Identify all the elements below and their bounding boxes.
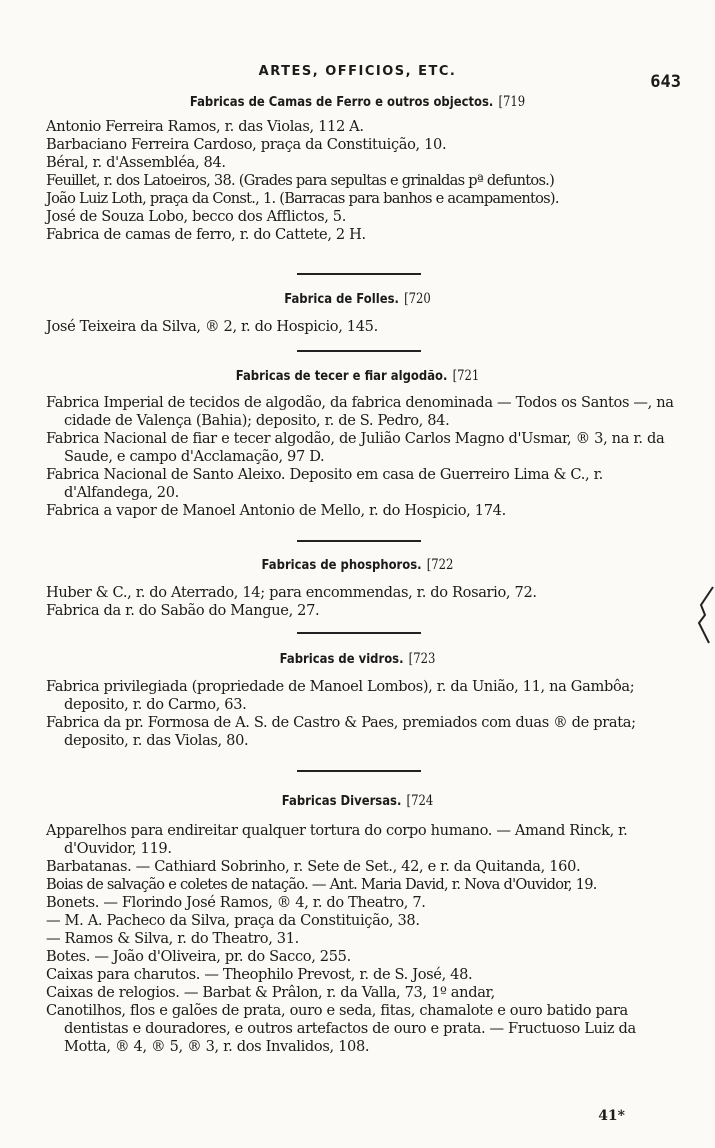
section-heading-720	[50, 291, 665, 307]
list-item: Caixas de relogios. — Barbat & Prâlon, r. da Valla, 73, 1º andar,	[46, 984, 495, 1001]
list-item: Botes. — João d'Oliveira, pr. do Sacco, 255.	[46, 948, 351, 965]
running-head: ARTES, OFFICIOS, ETC.	[258, 64, 457, 79]
section-title: Fabricas de tecer e fiar algodão.	[235, 368, 448, 384]
section-heading-719	[50, 94, 665, 110]
list-item: Fabrica Nacional de Santo Aleixo. Deposito em casa de Guerreiro Lima & C., r. d'Alfandega, 20.	[46, 466, 603, 501]
list-item: Feuillet, r. dos Latoeiros, 38. (Grades para sepultas e grinaldas pª defuntos.)	[46, 172, 555, 189]
list-item: Antonio Ferreira Ramos, r. das Violas, 112 A.	[46, 118, 364, 135]
list-item: José Teixeira da Silva, ® 2, r. do Hospicio, 145.	[46, 318, 378, 335]
list-item: Béral, r. d'Assembléa, 84.	[46, 154, 226, 171]
list-item: Caixas para charutos. — Theophilo Prevost, r. de S. José, 48.	[46, 966, 473, 983]
list-item: — M. A. Pacheco da Silva, praça da Constituição, 38.	[46, 912, 420, 929]
list-item: Canotilhos, flos e galões de prata, ouro e seda, fitas, chamalote e ouro batido para dentistas e douradores, e outros artefactos de ouro e prata. — Fructuoso Luiz da Motta, ® 4, ® 5, ® 3, r. dos Invalidos, 108.	[46, 1002, 636, 1055]
section-entries-721	[46, 394, 686, 520]
page-number: 643	[650, 72, 681, 92]
section-entries-720	[46, 318, 686, 336]
list-item: Fabrica de camas de ferro, r. do Cattete, 2 H.	[46, 226, 366, 243]
section-divider	[297, 540, 421, 542]
list-item: João Luiz Loth, praça da Const., 1. (Barracas para banhos e acampamentos).	[46, 190, 559, 207]
list-item: Fabrica da r. do Sabão do Mangue, 27.	[46, 602, 320, 619]
list-item: Apparelhos para endireitar qualquer tortura do corpo humano. — Amand Rinck, r. d'Ouvidor, 119.	[46, 822, 628, 857]
section-divider	[297, 273, 421, 275]
section-number: [724	[406, 793, 434, 809]
section-heading-723	[50, 651, 665, 667]
section-number: [720	[404, 291, 431, 307]
section-heading-724	[50, 793, 665, 809]
signature-mark: 41*	[598, 1108, 625, 1124]
section-number: [722	[426, 557, 454, 573]
list-item: Fabrica Nacional de fiar e tecer algodão, de Julião Carlos Magno d'Usmar, ® 3, na r. da Saude, e campo d'Acclamação, 97 D.	[46, 430, 665, 465]
section-title: Fabricas Diversas.	[281, 793, 402, 809]
list-item: Fabrica a vapor de Manoel Antonio de Mello, r. do Hospicio, 174.	[46, 502, 506, 519]
section-divider	[297, 770, 421, 772]
section-divider	[297, 632, 421, 634]
list-item: Boias de salvação e coletes de natação. — Ant. Maria David, r. Nova d'Ouvidor, 19.	[46, 876, 597, 893]
section-entries-722	[46, 584, 686, 620]
list-item: Huber & C., r. do Aterrado, 14; para encommendas, r. do Rosario, 72.	[46, 584, 537, 601]
list-item: Barbaciano Ferreira Cardoso, praça da Constituição, 10.	[46, 136, 447, 153]
list-item: Barbatanas. — Cathiard Sobrinho, r. Sete de Set., 42, e r. da Quitanda, 160.	[46, 858, 581, 875]
section-title: Fabrica de Folles.	[284, 291, 399, 307]
list-item: Fabrica privilegiada (propriedade de Manoel Lombos), r. da União, 11, na Gambôa; deposito, r. do Carmo, 63.	[46, 678, 635, 713]
list-item: Fabrica da pr. Formosa de A. S. de Castro & Paes, premiados com duas ® de prata; deposito, r. das Violas, 80.	[46, 714, 636, 749]
section-number: [721	[452, 368, 480, 384]
section-heading-721	[50, 368, 665, 384]
section-number: [723	[408, 651, 436, 667]
section-number: [719	[498, 94, 526, 110]
list-item: Bonets. — Florindo José Ramos, ® 4, r. do Theatro, 7.	[46, 894, 426, 911]
section-heading-722	[50, 557, 665, 573]
list-item: — Ramos & Silva, r. do Theatro, 31.	[46, 930, 299, 947]
section-entries-724	[46, 822, 686, 1056]
section-title: Fabricas de vidros.	[279, 651, 404, 667]
list-item: José de Souza Lobo, becco dos Afflictos, 5.	[46, 208, 347, 225]
margin-bracket-mark	[695, 585, 715, 645]
section-entries-723	[46, 678, 686, 750]
section-divider	[297, 350, 421, 352]
section-title: Fabricas de Camas de Ferro e outros objectos.	[189, 94, 494, 110]
section-title: Fabricas de phosphoros.	[261, 557, 422, 573]
section-entries-719	[46, 118, 686, 244]
list-item: Fabrica Imperial de tecidos de algodão, da fabrica denominada — Todos os Santos —, na cidade de Valença (Bahia); deposito, r. de S. Pedro, 84.	[46, 394, 674, 429]
